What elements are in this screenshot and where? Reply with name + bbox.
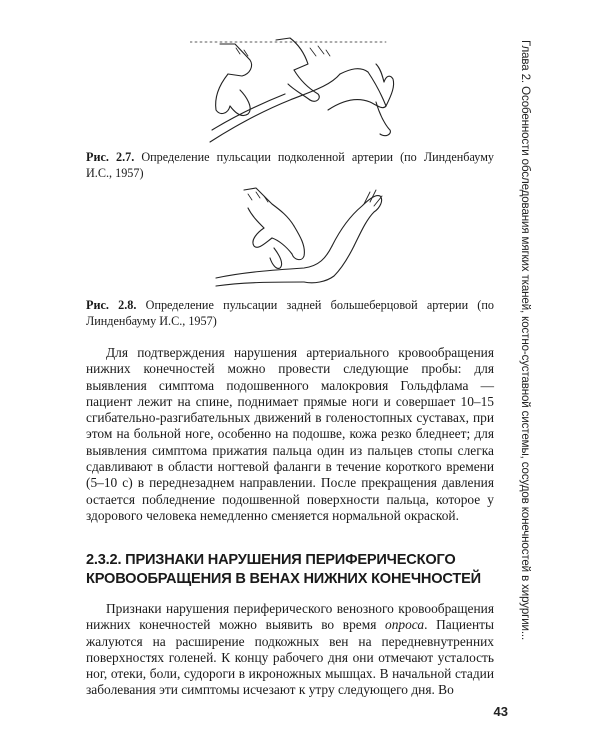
figure-2-8-caption-text: Определение пульсации задней большеберцовой артерии (по Линденбауму И.С., 1957) xyxy=(86,298,494,328)
venous-text-part-1: Признаки нарушения периферического венозного кровообращения нижних конечностей можно выявить во время xyxy=(86,601,494,633)
paragraph-venous-signs xyxy=(86,601,494,699)
venous-text-emphasis: опроса xyxy=(385,617,425,633)
figure-2-7-caption-text: Определение пульсации подколенной артерии (по Линденбауму И.С., 1957) xyxy=(86,150,494,180)
figure-2-7-label: Рис. 2.7. xyxy=(86,150,135,164)
paragraph-arterial-tests: Для подтверждения нарушения артериального кровообращения нижних конечностей можно провести следующие пробы: для выявления симптома подошвенного малокровия Гольдфлама — пациент лежит на спине, поднимает прямые ноги и совершает 10–15 сгибательно-разгибательных движений в голеностопных суставах, при этом на больной ноге, особенно на подошве, кожа резко бледнеет; для выявления симптома прижатия пальца один из пальцев стопы слегка сдавливают в области ногтевой фаланги в течение короткого времени (5–10 с) в переднезаднем направлении. После прекращения давления остается побледнение подошвенной поверхности пальца, которое у здорового человека немедленно сменяется нормальной окраской. xyxy=(86,345,494,523)
figure-2-7-caption xyxy=(86,150,494,181)
figure-2-8-caption xyxy=(86,298,494,329)
page-number: 43 xyxy=(493,704,508,719)
figure-2-7-illustration xyxy=(190,34,420,144)
running-chapter-title: Глава 2. Особенности обследования мягких тканей, костно-суставной системы, сосудов конечностей в хирургии... xyxy=(519,40,532,641)
figure-2-8-illustration xyxy=(214,186,389,289)
venous-text-part-2: . Пациенты жалуются на расширение подкожных вен на передневнутренних поверхностях голеней. К концу рабочего дня они отмечают усталость ног, отеки, боли, судороги в икроножных мышцах. В начальной стадии заболевания эти симптомы исчезают к утру следующего дня. Во xyxy=(86,617,494,698)
section-heading-2-3-2: 2.3.2. ПРИЗНАКИ НАРУШЕНИЯ ПЕРИФЕРИЧЕСКОГО КРОВООБРАЩЕНИЯ В ВЕНАХ НИЖНИХ КОНЕЧНОСТЕЙ xyxy=(86,552,481,587)
figure-2-8-label: Рис. 2.8. xyxy=(86,298,137,312)
